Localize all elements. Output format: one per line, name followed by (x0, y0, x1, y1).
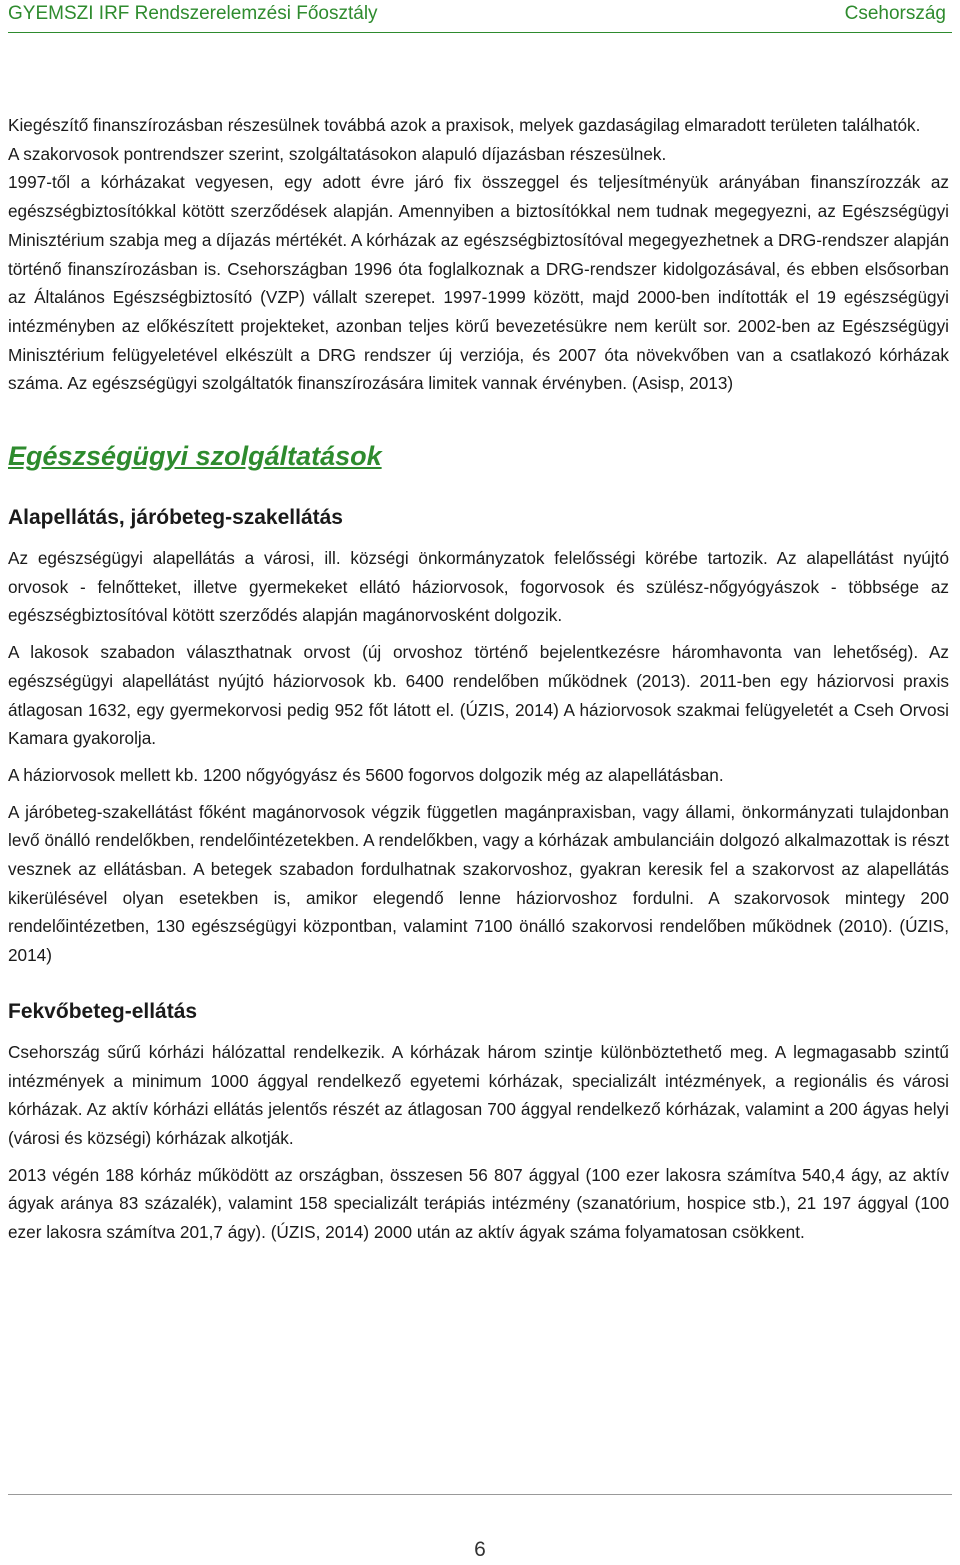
subsection-title-inpatient-care: Fekvőbeteg-ellátás (8, 999, 198, 1023)
intro-paragraph: Kiegészítő finanszírozásban részesülnek továbbá azok a praxisok, melyek gazdaságilag elmaradott területen találhatók. (8, 115, 921, 135)
page-number: 6 (474, 1538, 486, 1561)
body-paragraph: A háziorvosok mellett kb. 1200 nőgyógyász és 5600 fogorvos dolgozik még az alapellátásban. (8, 764, 724, 785)
section-title: Egészségügyi szolgáltatások (8, 441, 382, 472)
body-paragraph: Csehország sűrű kórházi hálózattal rendelkezik. A kórházak három szintje különböztethető meg. A legmagasabb szintű intézmények a minimum 1000 ággyal rendelkező egyetemi kórházak, specializált intézmények, a regionális és városi kórházak. Az aktív kórházi ellátás jelentős részét az átlagosan 700 ággyal rendelkező kórházak, valamint a 200 ágyas helyi (városi és községi) kórházak alkotják. (8, 1041, 949, 1148)
document-body (8, 111, 949, 1247)
subsection-title-primary-care: Alapellátás, járóbeteg-szakellátás (8, 506, 343, 530)
body-paragraph: 2013 végén 188 kórház működött az országban, összesen 56 807 ággyal (100 ezer lakosra számítva 540,4 ágy, az aktív ágyak aránya 83 százalék), valamint 158 specializált terápiás intézmény (szanatórium, hospice stb.), 21 197 ággyal (100 ezer lakosra számítva 201,7 ágy). (ÚZIS, 2014) 2000 után az aktív ágyak száma folyamatosan csökkent. (8, 1164, 949, 1243)
intro-paragraph: A szakorvosok pontrendszer szerint, szolgáltatásokon alapuló díjazásban részesülnek. (8, 143, 667, 164)
intro-block (8, 111, 949, 398)
intro-paragraph: 1997-től a kórházakat vegyesen, egy adott évre járó fix összeggel és teljesítményük arányában finanszírozzák az egészségbiztosítókkal kötött szerződések alapján. Amennyiben a biztosítókkal nem tudnak megegyezni, az Egészségügyi Minisztérium szabja meg a díjazás mértékét. A kórházak az egészségbiztosítóval megegyezhetnek a DRG-rendszer alapján történő finanszírozásban is. Csehországban 1996 óta foglalkoznak a DRG-rendszer kidolgozásával, és ebben elsősorban az Általános Egészségbiztosító (VZP) vállalt szerepet. 1997-1999 között, majd 2000-ben indították el 19 egészségügyi intézményben az előkészített projekteket, azonban teljes körű bevezetésükre nem került sor. 2002-ben az Egészségügyi Minisztérium felügyeletével elkészült a DRG rendszer új verziója, és 2007 óta növekvőben van a csatlakozó kórházak száma. Az egészségügyi szolgáltatók finanszírozására limitek vannak érvényben. (Asisp, 2013) (8, 172, 949, 394)
page-header (8, 0, 946, 28)
body-paragraph: Az egészségügyi alapellátás a városi, ill. községi önkormányzatok felelősségi körébe tartozik. Az alapellátást nyújtó orvosok - felnőtteket, illetve gyermekeket ellátó háziorvosok, fogorvosok és szülész-nőgyógyászok - többsége az egészségbiztosítóval kötött szerződés alapján magánorvosként dolgozik. (8, 548, 949, 626)
body-paragraph: A járóbeteg-szakellátást főként magánorvosok végzik független magánpraxisban, vagy állami, önkormányzati tulajdonban levő önálló rendelőkben, rendelőintézetekben. A rendelőkben, vagy a kórházak ambulanciáin dolgozó alkalmazottak is részt vesznek az ellátásban. A betegek szabadon fordulhatnak szakorvoshoz, gyakran keresik fel a szakorvost az alapellátás kikerülésével olyan esetekben is, amikor elegendő lenne háziorvoshoz fordulni. A szakorvosok mintegy 200 rendelőintézetben, 130 egészségügyi központban, valamint 7100 önálló szakorvosi rendelőben működnek (2010). (ÚZIS, 2014) (8, 801, 949, 966)
footer-divider (8, 1494, 952, 1495)
header-organization: GYEMSZI IRF Rendszerelemzési Főosztály (8, 3, 378, 24)
header-divider (8, 32, 952, 33)
header-country: Csehország (844, 3, 946, 24)
body-paragraph: A lakosok szabadon választhatnak orvost (új orvoshoz történő bejelentkezésre háromhavonta van lehetőség). Az egészségügyi alapellátást nyújtó háziorvosok kb. 6400 rendelőben működnek (2013). 2011-ben egy háziorvosi praxis átlagosan 1632, egy gyermekorvosi pedig 952 főt látott el. (ÚZIS, 2014) A háziorvosok szakmai felügyeletét a Cseh Orvosi Kamara gyakorolja. (8, 642, 949, 749)
